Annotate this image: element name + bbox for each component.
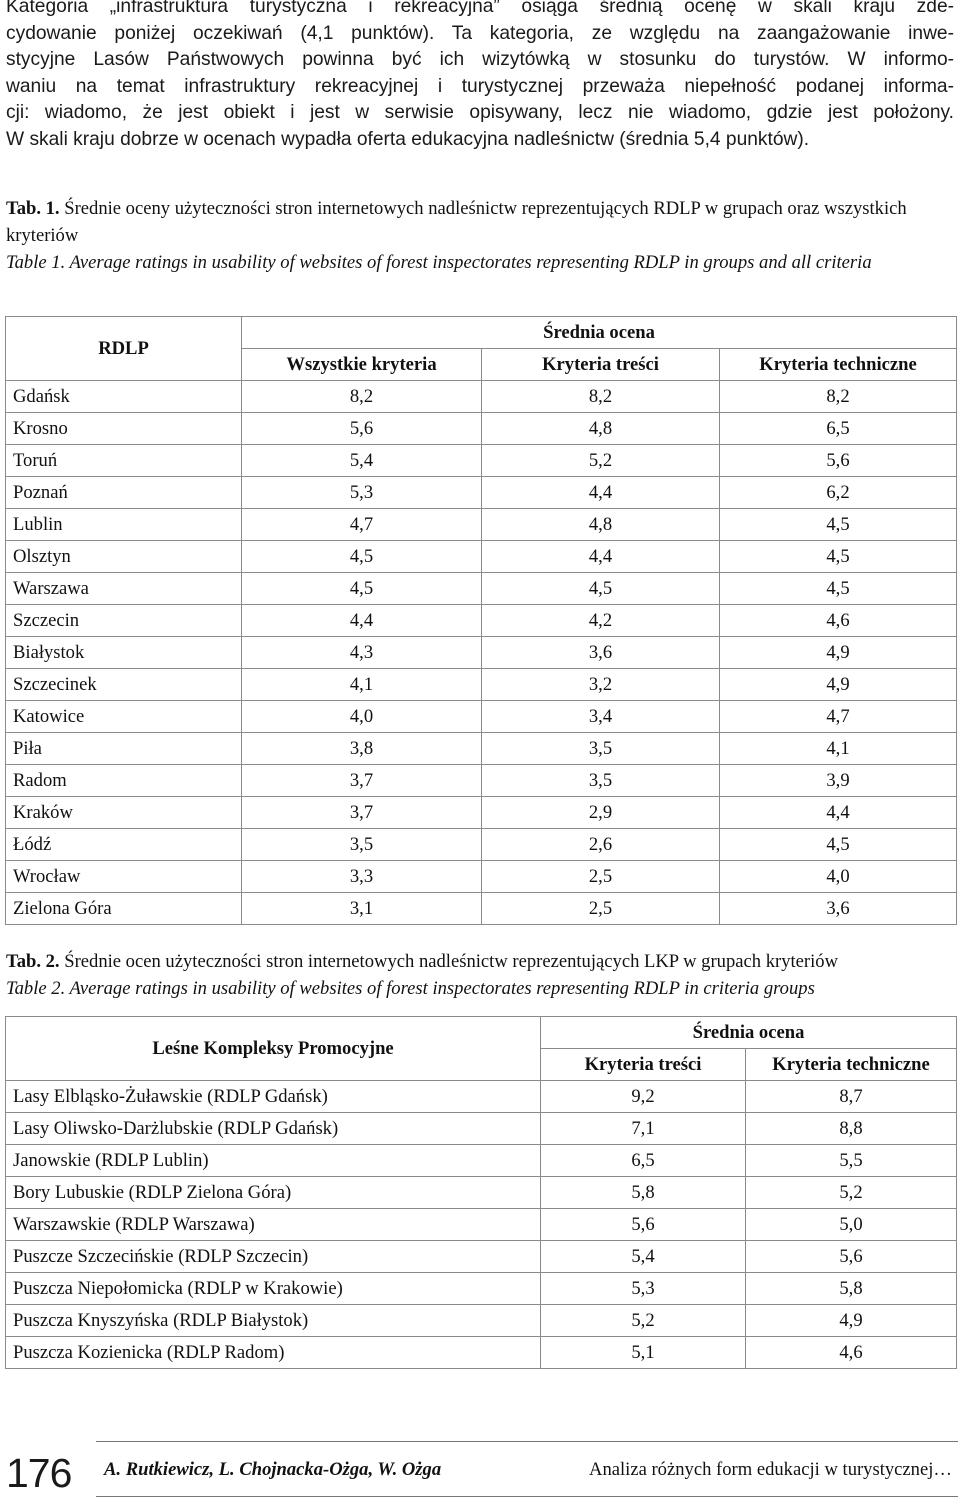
- footer-title: Analiza różnych form edukacji w turystycznej…: [589, 1459, 952, 1480]
- table1-cell-all: 3,7: [242, 765, 482, 797]
- table1-cell-all: 4,5: [242, 541, 482, 573]
- table1-cell-content: 3,4: [482, 701, 720, 733]
- table1-cell-content: 2,5: [482, 861, 720, 893]
- body-line: cydowanie poniżej oczekiwań (4,1 punktów). Ta kategoria, ze względu na zaangażowanie inwe-: [6, 22, 954, 44]
- table1-cell-content: 3,2: [482, 669, 720, 701]
- page-number: 176: [6, 1450, 72, 1496]
- table1-cell-content: 4,8: [482, 413, 720, 445]
- table1-cell-all: 3,7: [242, 797, 482, 829]
- table2-cell-technical: 5,6: [746, 1241, 957, 1273]
- table2-cell-name: Janowskie (RDLP Lublin): [6, 1145, 541, 1177]
- footer-rule-top: [96, 1441, 958, 1442]
- table1-header-content: Kryteria treści: [482, 349, 720, 381]
- table1-cell-technical: 3,9: [720, 765, 957, 797]
- table1-header-technical: Kryteria techniczne: [720, 349, 957, 381]
- table1-cell-technical: 8,2: [720, 381, 957, 413]
- table2-cell-content: 5,6: [541, 1209, 746, 1241]
- table1-cell-content: 3,6: [482, 637, 720, 669]
- footer-authors: A. Rutkiewicz, L. Chojnacka-Ożga, W. Ożga: [104, 1459, 442, 1480]
- table1-row: [6, 765, 957, 797]
- table2-cell-content: 7,1: [541, 1113, 746, 1145]
- table1-header-all: Wszystkie kryteria: [242, 349, 482, 381]
- table2-body: [6, 1081, 957, 1369]
- table1-cell-content: 4,2: [482, 605, 720, 637]
- table1-cell-technical: 4,4: [720, 797, 957, 829]
- table1-body: [6, 381, 957, 925]
- table2-header-group: Średnia ocena: [541, 1017, 957, 1049]
- table1-cell-name: Lublin: [6, 509, 242, 541]
- table1-cell-content: 5,2: [482, 445, 720, 477]
- table1-header-rdlp: RDLP: [6, 317, 242, 381]
- table2-row: [6, 1209, 957, 1241]
- table1-cell-name: Zielona Góra: [6, 893, 242, 925]
- table1-cell-content: 2,5: [482, 893, 720, 925]
- table2-cell-content: 5,1: [541, 1337, 746, 1369]
- table2-cell-name: Lasy Oliwsko-Darżlubskie (RDLP Gdańsk): [6, 1113, 541, 1145]
- table1-cell-all: 4,0: [242, 701, 482, 733]
- table2-row: [6, 1241, 957, 1273]
- table1-cell-all: 3,8: [242, 733, 482, 765]
- table1-cell-technical: 4,1: [720, 733, 957, 765]
- table1-row: [6, 637, 957, 669]
- table2-cell-technical: 8,8: [746, 1113, 957, 1145]
- body-line: waniu na temat infrastruktury rekreacyjnej i turystycznej przeważa niepełność podanej informa-: [6, 75, 954, 97]
- table1-row: [6, 861, 957, 893]
- table1-cell-all: 5,3: [242, 477, 482, 509]
- table1-row: [6, 413, 957, 445]
- table1-caption-pl-text: Średnie oceny użyteczności stron internetowych nadleśnictw reprezentujących RDLP w grupach oraz wszystkich kryteriów: [6, 198, 907, 246]
- table2-cell-technical: 8,7: [746, 1081, 957, 1113]
- table1-caption: [6, 195, 954, 276]
- table2-cell-technical: 5,5: [746, 1145, 957, 1177]
- table1: [5, 316, 957, 925]
- table1-cell-content: 4,8: [482, 509, 720, 541]
- table1-cell-all: 4,1: [242, 669, 482, 701]
- table1-cell-all: 3,1: [242, 893, 482, 925]
- table1-cell-all: 5,6: [242, 413, 482, 445]
- table2-cell-content: 9,2: [541, 1081, 746, 1113]
- table1-row: [6, 445, 957, 477]
- table1-cell-technical: 6,5: [720, 413, 957, 445]
- table1-cell-name: Poznań: [6, 477, 242, 509]
- table2-row: [6, 1337, 957, 1369]
- table2-row: [6, 1145, 957, 1177]
- table1-cell-name: Warszawa: [6, 573, 242, 605]
- table1-cell-technical: 4,9: [720, 669, 957, 701]
- table1-cell-name: Łódź: [6, 829, 242, 861]
- table1-cell-name: Szczecin: [6, 605, 242, 637]
- table1-row: [6, 733, 957, 765]
- table2-row: [6, 1113, 957, 1145]
- table1-row: [6, 573, 957, 605]
- table2-cell-content: 6,5: [541, 1145, 746, 1177]
- table1-cell-content: 8,2: [482, 381, 720, 413]
- body-line: cji: wiadomo, że jest obiekt i jest w serwisie opisywany, lecz nie wiadomo, gdzie jest położony.: [6, 102, 954, 124]
- table2-cell-name: Lasy Elbląsko-Żuławskie (RDLP Gdańsk): [6, 1081, 541, 1113]
- table1-row: [6, 669, 957, 701]
- footer-rule-bottom: [96, 1496, 958, 1497]
- table1-cell-name: Wrocław: [6, 861, 242, 893]
- table2-caption: [6, 948, 954, 1002]
- table2-caption-en: Table 2. Average ratings in usability of websites of forest inspectorates representing RDLP in criteria groups: [6, 978, 815, 999]
- table1-cell-name: Katowice: [6, 701, 242, 733]
- table1-cell-all: 3,3: [242, 861, 482, 893]
- table2-cell-name: Puszcze Szczecińskie (RDLP Szczecin): [6, 1241, 541, 1273]
- table1-cell-name: Olsztyn: [6, 541, 242, 573]
- table1-cell-all: 4,5: [242, 573, 482, 605]
- table2-cell-technical: 5,2: [746, 1177, 957, 1209]
- table1-row: [6, 893, 957, 925]
- table2-cell-name: Warszawskie (RDLP Warszawa): [6, 1209, 541, 1241]
- table1-cell-technical: 4,6: [720, 605, 957, 637]
- table2-cell-content: 5,8: [541, 1177, 746, 1209]
- table1-cell-content: 3,5: [482, 733, 720, 765]
- table1-cell-content: 2,6: [482, 829, 720, 861]
- table2-row: [6, 1177, 957, 1209]
- table1-header-group: Średnia ocena: [242, 317, 957, 349]
- table1-cell-all: 5,4: [242, 445, 482, 477]
- table1-cell-content: 3,5: [482, 765, 720, 797]
- table2-cell-name: Puszcza Knyszyńska (RDLP Białystok): [6, 1305, 541, 1337]
- table2-caption-pl-text: Średnie ocen użyteczności stron internetowych nadleśnictw reprezentujących LKP w grupach kryteriów: [64, 951, 838, 972]
- table1-cell-content: 4,4: [482, 541, 720, 573]
- table1-cell-all: 8,2: [242, 381, 482, 413]
- table1-caption-label: Tab. 1.: [6, 198, 60, 219]
- table2-cell-name: Bory Lubuskie (RDLP Zielona Góra): [6, 1177, 541, 1209]
- table2-cell-technical: 4,6: [746, 1337, 957, 1369]
- table1-cell-technical: 5,6: [720, 445, 957, 477]
- table2-cell-name: Puszcza Kozienicka (RDLP Radom): [6, 1337, 541, 1369]
- table1-cell-technical: 4,5: [720, 829, 957, 861]
- table1-row: [6, 829, 957, 861]
- table1-cell-name: Gdańsk: [6, 381, 242, 413]
- table1-cell-technical: 4,7: [720, 701, 957, 733]
- table1-cell-all: 3,5: [242, 829, 482, 861]
- body-line: W skali kraju dobrze w ocenach wypadła oferta edukacyjna nadleśnictw (średnia 5,4 punktów).: [6, 128, 810, 150]
- table1-row: [6, 701, 957, 733]
- table1-cell-technical: 4,5: [720, 509, 957, 541]
- table2: [5, 1016, 957, 1369]
- table2-cell-name: Puszcza Niepołomicka (RDLP w Krakowie): [6, 1273, 541, 1305]
- table1-cell-all: 4,4: [242, 605, 482, 637]
- table2-row: [6, 1081, 957, 1113]
- table2-header-content: Kryteria treści: [541, 1049, 746, 1081]
- table1-cell-name: Piła: [6, 733, 242, 765]
- table1-cell-technical: 4,9: [720, 637, 957, 669]
- table1-row: [6, 509, 957, 541]
- table2-cell-technical: 5,8: [746, 1273, 957, 1305]
- table1-cell-technical: 4,5: [720, 541, 957, 573]
- table1-cell-technical: 4,0: [720, 861, 957, 893]
- table1-row: [6, 605, 957, 637]
- table2-cell-technical: 5,0: [746, 1209, 957, 1241]
- table2-caption-label: Tab. 2.: [6, 951, 60, 972]
- table2-header-lkp: Leśne Kompleksy Promocyjne: [6, 1017, 541, 1081]
- table1-row: [6, 797, 957, 829]
- body-line: stycyjne Lasów Państwowych powinna być ich wizytówką w stosunku do turystów. W informo-: [6, 49, 954, 71]
- table1-caption-pl: [6, 195, 954, 249]
- table1-cell-name: Białystok: [6, 637, 242, 669]
- table1-cell-technical: 3,6: [720, 893, 957, 925]
- body-line: Kategoria „infrastruktura turystyczna i rekreacyjna” osiąga średnią ocenę w skali kraju zde-: [6, 0, 954, 17]
- table1-cell-name: Krosno: [6, 413, 242, 445]
- table2-cell-content: 5,2: [541, 1305, 746, 1337]
- table1-row: [6, 477, 957, 509]
- table1-cell-name: Kraków: [6, 797, 242, 829]
- table2-cell-content: 5,4: [541, 1241, 746, 1273]
- table1-cell-all: 4,7: [242, 509, 482, 541]
- table1-cell-technical: 4,5: [720, 573, 957, 605]
- table2-cell-content: 5,3: [541, 1273, 746, 1305]
- table1-cell-technical: 6,2: [720, 477, 957, 509]
- body-paragraph: [6, 0, 954, 154]
- table1-cell-content: 4,4: [482, 477, 720, 509]
- table1-cell-name: Szczecinek: [6, 669, 242, 701]
- table2-row: [6, 1305, 957, 1337]
- table1-cell-all: 4,3: [242, 637, 482, 669]
- table1-cell-name: Toruń: [6, 445, 242, 477]
- table1-cell-name: Radom: [6, 765, 242, 797]
- table2-row: [6, 1273, 957, 1305]
- table1-row: [6, 381, 957, 413]
- table2-cell-technical: 4,9: [746, 1305, 957, 1337]
- table1-cell-content: 4,5: [482, 573, 720, 605]
- table1-row: [6, 541, 957, 573]
- table2-header-technical: Kryteria techniczne: [746, 1049, 957, 1081]
- table1-cell-content: 2,9: [482, 797, 720, 829]
- table1-caption-en: Table 1. Average ratings in usability of websites of forest inspectorates representing RDLP in groups and all criteria: [6, 252, 872, 273]
- table2-caption-pl: [6, 948, 954, 975]
